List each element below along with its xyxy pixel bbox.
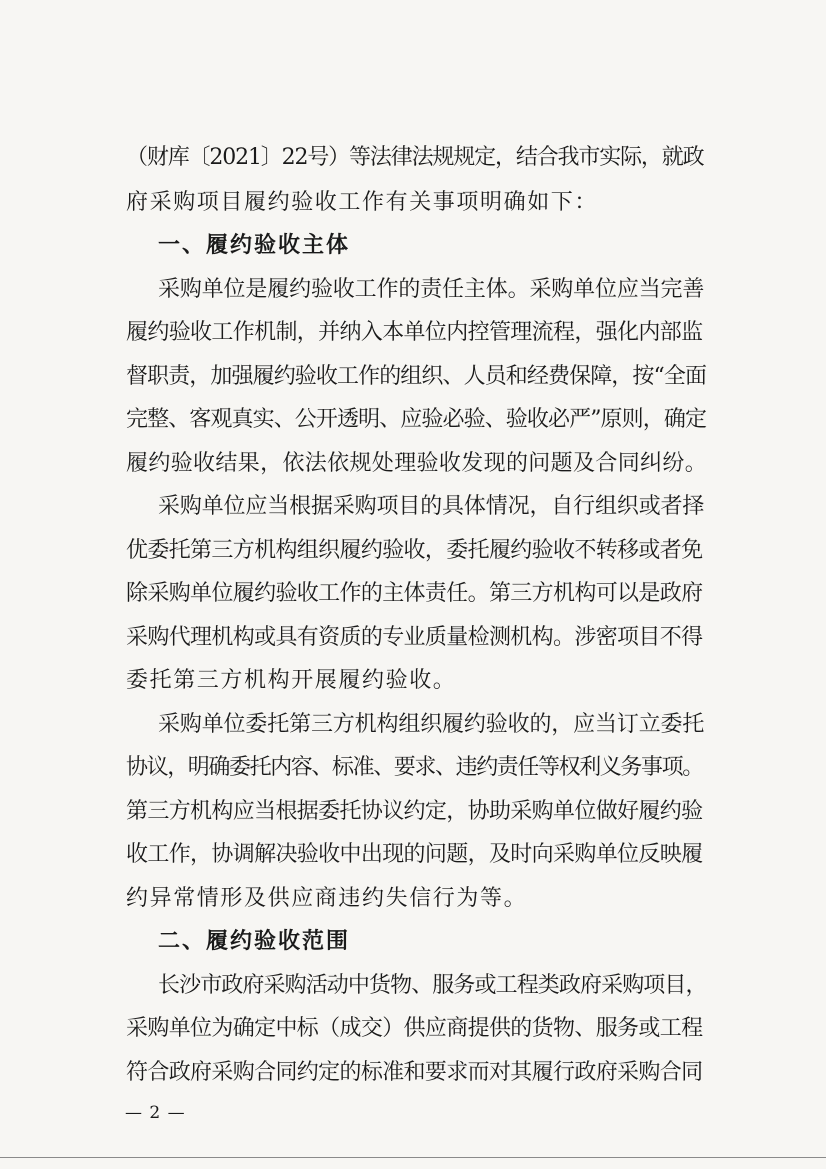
text-line: 采购代理机构或具有资质的专业质量检测机构。涉密项目不得 bbox=[126, 625, 703, 650]
text-line: 协议，明确委托内容、标准、要求、违约责任等权利义务事项。 bbox=[126, 755, 703, 780]
text-line: 长沙市政府采购活动中货物、服务或工程类政府采购项目， bbox=[158, 973, 707, 998]
page-number: — 2 — bbox=[125, 1103, 186, 1123]
text-line: 履约验收工作机制，并纳入本单位内控管理流程，强化内部监 bbox=[126, 320, 703, 345]
page-bottom-edge bbox=[0, 1157, 826, 1158]
text-line: 收工作，协调解决验收中出现的问题，及时向采购单位反映履 bbox=[126, 842, 703, 867]
section-heading-1: 一、履约验收主体 bbox=[158, 233, 351, 258]
text-line: 完整、客观真实、公开透明、应验必验、验收必严”原则，确定 bbox=[126, 407, 707, 432]
text-line: 采购单位为确定中标（成交）供应商提供的货物、服务或工程 bbox=[126, 1016, 703, 1041]
text-line: 履约验收结果，依法依规处理验收发现的问题及合同纠纷。 bbox=[126, 451, 708, 476]
text-line: 第三方机构应当根据委托协议约定，协助采购单位做好履约验 bbox=[126, 799, 703, 824]
text-line: 符合政府采购合同约定的标准和要求而对其履行政府采购合同 bbox=[126, 1060, 703, 1085]
text-line: 采购单位委托第三方机构组织履约验收的，应当订立委托 bbox=[158, 712, 705, 737]
text-line: 采购单位应当根据采购项目的具体情况，自行组织或者择 bbox=[158, 494, 705, 519]
text-line: 府采购项目履约验收工作有关事项明确如下： bbox=[126, 190, 599, 215]
text-line: 采购单位是履约验收工作的责任主体。采购单位应当完善 bbox=[158, 277, 705, 302]
text-line: （财库〔2021〕22号）等法律法规规定，结合我市实际，就政 bbox=[126, 145, 704, 170]
text-line: 督职责，加强履约验收工作的组织、人员和经费保障，按“全面 bbox=[126, 364, 707, 389]
text-line: 优委托第三方机构组织履约验收，委托履约验收不转移或者免 bbox=[126, 538, 703, 563]
section-heading-2: 二、履约验收范围 bbox=[158, 929, 351, 954]
text-line: 除采购单位履约验收工作的主体责任。第三方机构可以是政府 bbox=[126, 581, 703, 606]
text-line: 约异常情形及供应商违约失信行为等。 bbox=[126, 886, 528, 911]
text-line: 委托第三方机构开展履约验收。 bbox=[126, 668, 457, 693]
